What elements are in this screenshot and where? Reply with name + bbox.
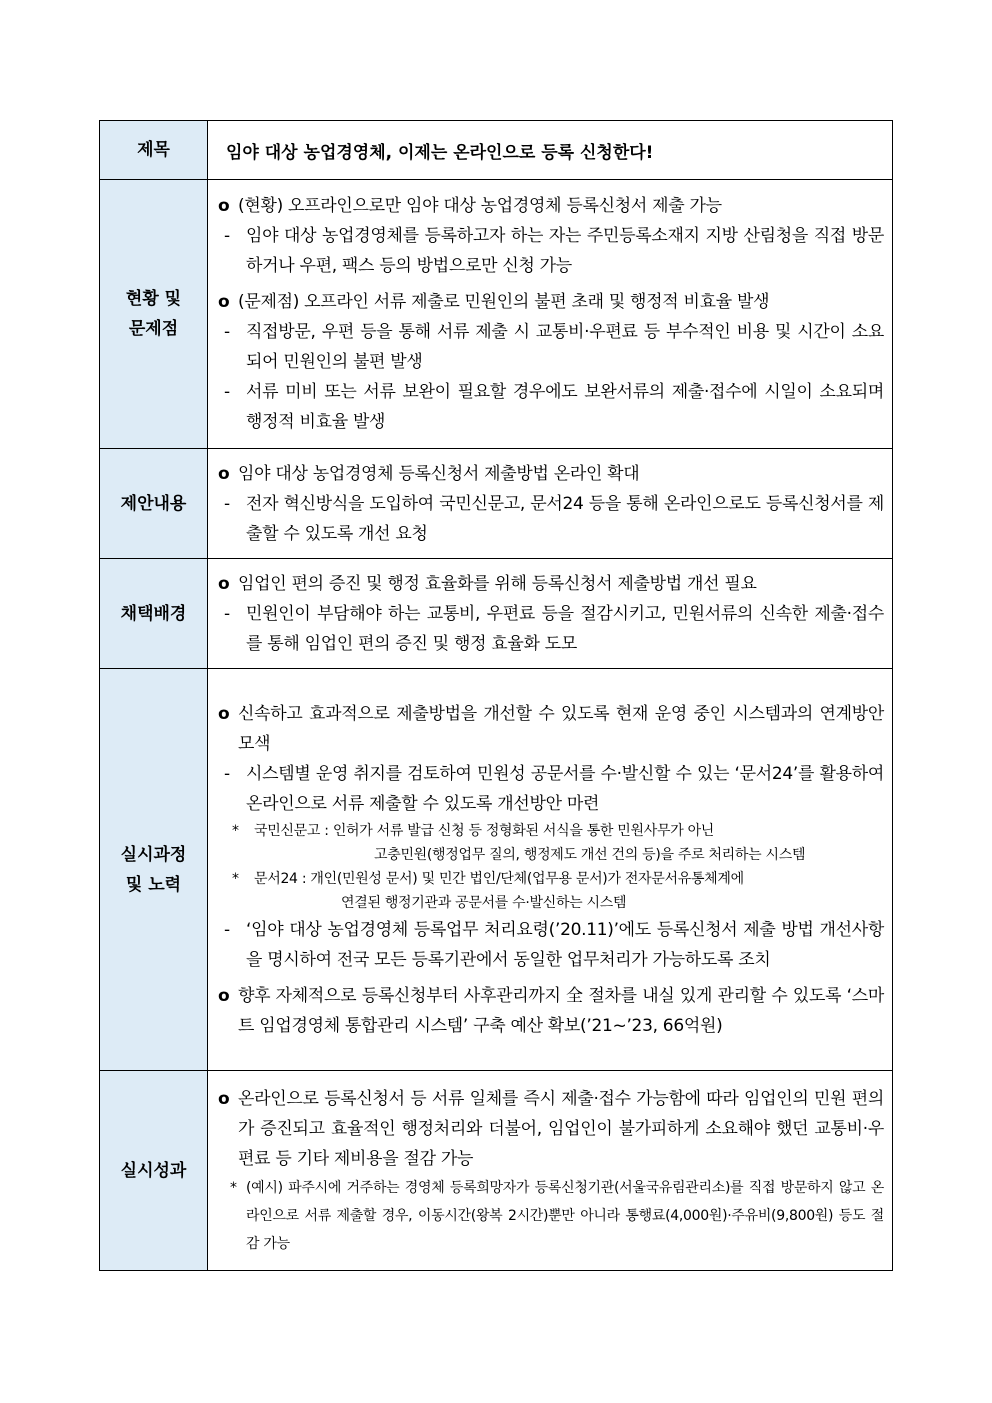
bullet-item: [216, 1084, 884, 1174]
bullet-item: [216, 699, 884, 759]
background-content: [208, 559, 893, 669]
dash-marker: -: [224, 763, 230, 784]
proposal-content: [208, 449, 893, 559]
dash-text: 서류 미비 또는 서류 보완이 필요할 경우에도 보완서류의 제출·접수에 시일이 소요되며 행정적 비효율 발생: [246, 382, 884, 432]
result-content: [208, 1071, 893, 1271]
dash-item: [216, 599, 884, 659]
bullet-marker: o: [218, 985, 230, 1006]
bullet-item: [216, 191, 884, 221]
background-label: 채택배경: [100, 559, 208, 669]
note-marker: *: [232, 822, 239, 839]
dash-marker: -: [224, 919, 230, 940]
current-status-label-line2: 문제점: [128, 319, 179, 339]
dash-text: ‘임야 대상 농업경영체 등록업무 처리요령(’20.11)’에도 등록신청서 제출 방법 개선사항을 명시하여 전국 모든 등록기관에서 동일한 업무처리가 가능하도록 조치: [246, 919, 884, 970]
bullet-marker: o: [218, 1088, 230, 1109]
note-text-line1: 국민신문고 : 인허가 서류 발급 신청 등 정형화된 서식을 통한 민원사무가 아닌: [254, 822, 715, 839]
bullet-item: [216, 459, 884, 489]
dash-item: [216, 759, 884, 819]
result-row: [100, 1071, 893, 1271]
bullet-marker: o: [218, 196, 230, 216]
process-row: [100, 669, 893, 1071]
dash-marker: -: [224, 603, 230, 624]
dash-text: 임야 대상 농업경영체를 등록하고자 하는 자는 주민등록소재지 지방 산림청을 직접 방문하거나 우편, 팩스 등의 방법으로만 신청 가능: [246, 226, 884, 276]
process-label-line1: 실시과정: [120, 844, 187, 865]
current-status-label-line1: 현황 및: [125, 289, 182, 309]
dash-marker: -: [224, 322, 230, 342]
dash-text: 전자 혁신방식을 도입하여 국민신문고, 문서24 등을 통해 온라인으로도 등록신청서를 제출할 수 있도록 개선 요청: [246, 493, 884, 544]
bullet-item: [216, 287, 884, 317]
note-text: (예시) 파주시에 거주하는 경영체 등록희망자가 등록신청기관(서울국유림관리소)를 직접 방문하지 않고 온라인으로 서류 제출할 경우, 이동시간(왕복 2시간)뿐만 아니라 통행료(4,000원)·주유비(9,800원) 등도 절감 가능: [246, 1179, 884, 1252]
note-text-line2: 연결된 행정기관과 공문서를 수·발신하는 시스템: [341, 894, 627, 911]
current-status-row: [100, 180, 893, 449]
document-table: [99, 120, 893, 1271]
dash-text: 직접방문, 우편 등을 통해 서류 제출 시 교통비·우편료 등 부수적인 비용 및 시간이 소요되어 민원인의 불편 발생: [246, 322, 884, 372]
bullet-text: 임야 대상 농업경영체 등록신청서 제출방법 온라인 확대: [238, 463, 640, 484]
background-row: [100, 559, 893, 669]
bullet-text: 임업인 편의 증진 및 행정 효율화를 위해 등록신청서 제출방법 개선 필요: [238, 573, 757, 594]
dash-text: 민원인이 부담해야 하는 교통비, 우편료 등을 절감시키고, 민원서류의 신속한 제출·접수를 통해 임업인 편의 증진 및 행정 효율화 도모: [246, 603, 884, 654]
note-item: [216, 867, 884, 915]
dash-marker: -: [224, 382, 230, 402]
note-text-line2: 고충민원(행정업무 질의, 행정제도 개선 건의 등)을 주로 처리하는 시스템: [374, 846, 806, 863]
bullet-text: 온라인으로 등록신청서 등 서류 일체를 즉시 제출·접수 가능함에 따라 임업인의 민원 편의가 증진되고 효율적인 행정처리와 더불어, 임업인이 불가피하게 소요해야 했던 교통비·우편료 등 기타 제비용을 절감 가능: [238, 1088, 884, 1169]
note-marker: *: [232, 870, 239, 887]
bullet-text: 신속하고 효과적으로 제출방법을 개선할 수 있도록 현재 운영 중인 시스템과의 연계방안 모색: [238, 703, 884, 754]
bullet-marker: o: [218, 463, 230, 484]
current-status-label: [100, 180, 208, 449]
dash-item: [216, 489, 884, 549]
proposal-label: 제안내용: [100, 449, 208, 559]
note-text-line1: 문서24 : 개인(민원성 문서) 및 민간 법인/단체(업무용 문서)가 전자문서유통체계에: [254, 870, 744, 887]
bullet-item: [216, 981, 884, 1041]
proposal-row: [100, 449, 893, 559]
dash-item: [216, 915, 884, 975]
bullet-text: 향후 자체적으로 등록신청부터 사후관리까지 全 절차를 내실 있게 관리할 수 있도록 ‘스마트 임업경영체 통합관리 시스템’ 구축 예산 확보(’21~’23, 66억원): [238, 985, 884, 1036]
note-item: [216, 1174, 884, 1258]
document-title: 임야 대상 농업경영체, 이제는 온라인으로 등록 신청한다!: [208, 121, 893, 180]
bullet-text: (현황) 오프라인으로만 임야 대상 농업경영체 등록신청서 제출 가능: [238, 196, 722, 216]
dash-marker: -: [224, 226, 230, 246]
bullet-marker: o: [218, 292, 230, 312]
bullet-text: (문제점) 오프라인 서류 제출로 민원인의 불편 초래 및 행정적 비효율 발생: [238, 292, 770, 312]
process-label: [100, 669, 208, 1071]
dash-marker: -: [224, 493, 230, 514]
bullet-marker: o: [218, 573, 230, 594]
result-label: 실시성과: [100, 1071, 208, 1271]
title-row: [100, 121, 893, 180]
dash-text: 시스템별 운영 취지를 검토하여 민원성 공문서를 수·발신할 수 있는 ‘문서24’를 활용하여 온라인으로 서류 제출할 수 있도록 개선방안 마련: [246, 763, 884, 814]
bullet-item: [216, 569, 884, 599]
note-item: [216, 819, 884, 867]
title-label: 제목: [100, 121, 208, 180]
note-marker: *: [230, 1179, 237, 1196]
dash-item: [216, 317, 884, 377]
bullet-marker: o: [218, 703, 230, 724]
dash-item: [216, 221, 884, 281]
process-label-line2: 및 노력: [125, 874, 182, 895]
dash-item: [216, 377, 884, 437]
current-status-content: [208, 180, 893, 449]
process-content: [208, 669, 893, 1071]
